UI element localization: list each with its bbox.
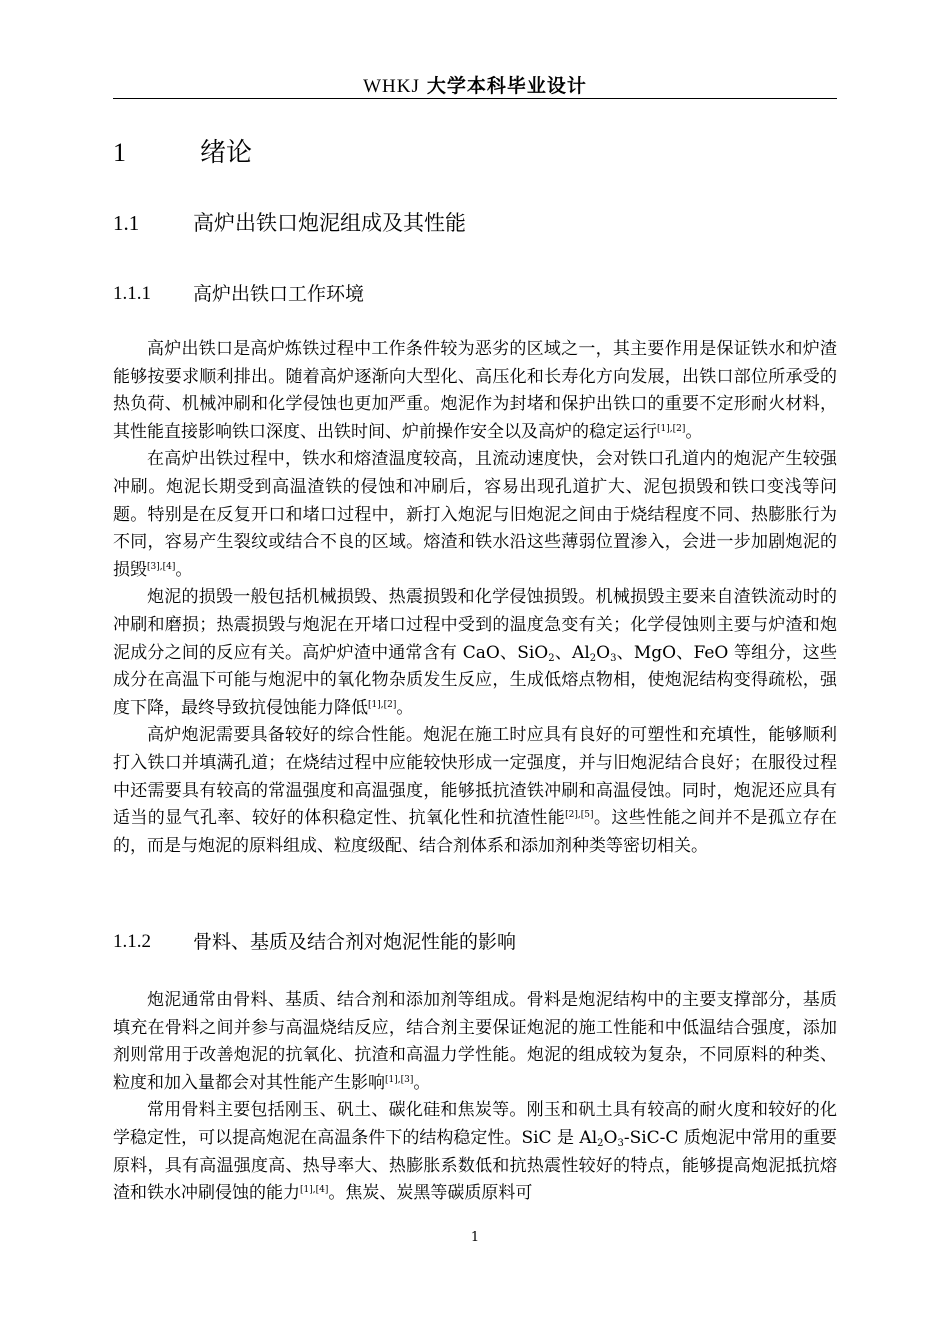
chapter-number: 1 xyxy=(113,138,126,167)
subsection-body-1 xyxy=(113,336,837,860)
citation: [1],[3] xyxy=(385,1074,414,1085)
section-title: 高炉出铁口炮泥组成及其性能 xyxy=(193,211,466,235)
subsection-number: 1.1.2 xyxy=(113,931,151,952)
subsection-number: 1.1.1 xyxy=(113,283,151,304)
subsection-title: 骨料、基质及结合剂对炮泥性能的影响 xyxy=(193,931,517,953)
citation: [3],[4] xyxy=(147,561,176,572)
page-header xyxy=(113,74,837,99)
paragraph: 高炉炮泥需要具备较好的综合性能。炮泥在施工时应具有良好的可塑性和充填性，能够顺利打入铁口并填满孔道；在烧结过程中应能较快形成一定强度，并与旧炮泥结合良好；在服役过程中还需要具有较高的常温强度和高温强度，能够抵抗渣铁冲刷和高温侵蚀。同时，炮泥还应具有适当的显气孔率、较好的体积稳定性、抗氧化性和抗渣性能[2],[5]。这些性能之间并不是孤立存在的，而是与炮泥的原料组成、粒度级配、结合剂体系和添加剂种类等密切相关。 xyxy=(113,725,838,856)
paragraph: 炮泥通常由骨料、基质、结合剂和添加剂等组成。骨料是炮泥结构中的主要支撑部分，基质填充在骨料之间并参与高温烧结反应，结合剂主要保证炮泥的施工性能和中低温结合强度，添加剂则常用于改善炮泥的抗氧化、抗渣和高温力学性能。炮泥的组成较为复杂，不同原料的种类、粒度和加入量都会对其性能产生影响[1],[3]。 xyxy=(113,990,837,1093)
citation: [1],[2] xyxy=(368,699,397,710)
subsection-body-2 xyxy=(113,987,837,1208)
paragraph: 在高炉出铁过程中，铁水和熔渣温度较高，且流动速度快，会对铁口孔道内的炮泥产生较强冲刷。炮泥长期受到高温渣铁的侵蚀和冲刷后，容易出现孔道扩大、泥包损毁和铁口变浅等问题。特别是在反复开口和堵口过程中，新打入炮泥与旧炮泥之间由于烧结程度不同、热膨胀行为不同，容易产生裂纹或结合不良的区域。熔渣和铁水沿这些薄弱位置渗入，会进一步加剧炮泥的损毁[3],[4]。 xyxy=(113,449,837,580)
paragraph: 常用骨料主要包括刚玉、矾土、碳化硅和焦炭等。刚玉和矾土具有较高的耐火度和较好的化学稳定性，可以提高炮泥在高温条件下的结构稳定性。SiC 是 $Al_2O_3-SiC-C$ 质炮泥中常用的重要原料，具有高温强度高、热导率大、热膨胀系数低和抗热震性较好的特点，能够提高炮泥抵抗熔渣和铁水冲刷侵蚀的能力[1],[4]。焦炭、炭黑等碳质原料可 xyxy=(113,1100,837,1204)
citation: [2],[5] xyxy=(565,810,594,821)
header-title: 大学本科毕业设计 xyxy=(426,75,587,97)
chapter-title: 绪论 xyxy=(200,138,253,168)
paragraph: 炮泥的损毁一般包括机械损毁、热震损毁和化学侵蚀损毁。机械损毁主要来自渣铁流动时的冲刷和磨损；热震损毁与炮泥在开堵口过程中受到的温度急变有关；化学侵蚀则主要与炉渣和炮泥成分之间的反应有关。高炉炉渣中通常含有 CaO、SiO$_2$、$Al_2O_3$、MgO、FeO 等组分，这些成分在高温下可能与炮泥中的氧化物杂质发生反应，生成低熔点物相，使炮泥结构变得疏松，强度下降，最终导致抗侵蚀能力降低[1],[2]。 xyxy=(113,587,838,718)
page-number: 1 xyxy=(470,1230,480,1245)
citation: [1],[4] xyxy=(300,1185,329,1196)
paragraph: 高炉出铁口是高炉炼铁过程中工作条件较为恶劣的区域之一，其主要作用是保证铁水和炉渣能够按要求顺利排出。随着高炉逐渐向大型化、高压化和长寿化方向发展，出铁口部位所承受的热负荷、机械冲刷和化学侵蚀也更加严重。炮泥作为封堵和保护出铁口的重要不定形耐火材料，其性能直接影响铁口深度、出铁时间、炉前操作安全以及高炉的稳定运行[1],[2]。 xyxy=(113,339,837,442)
header-prefix: WHKJ xyxy=(363,76,420,97)
citation: [1],[2] xyxy=(657,423,686,434)
section-number: 1.1 xyxy=(113,211,140,235)
subsection-title: 高炉出铁口工作环境 xyxy=(193,283,365,305)
